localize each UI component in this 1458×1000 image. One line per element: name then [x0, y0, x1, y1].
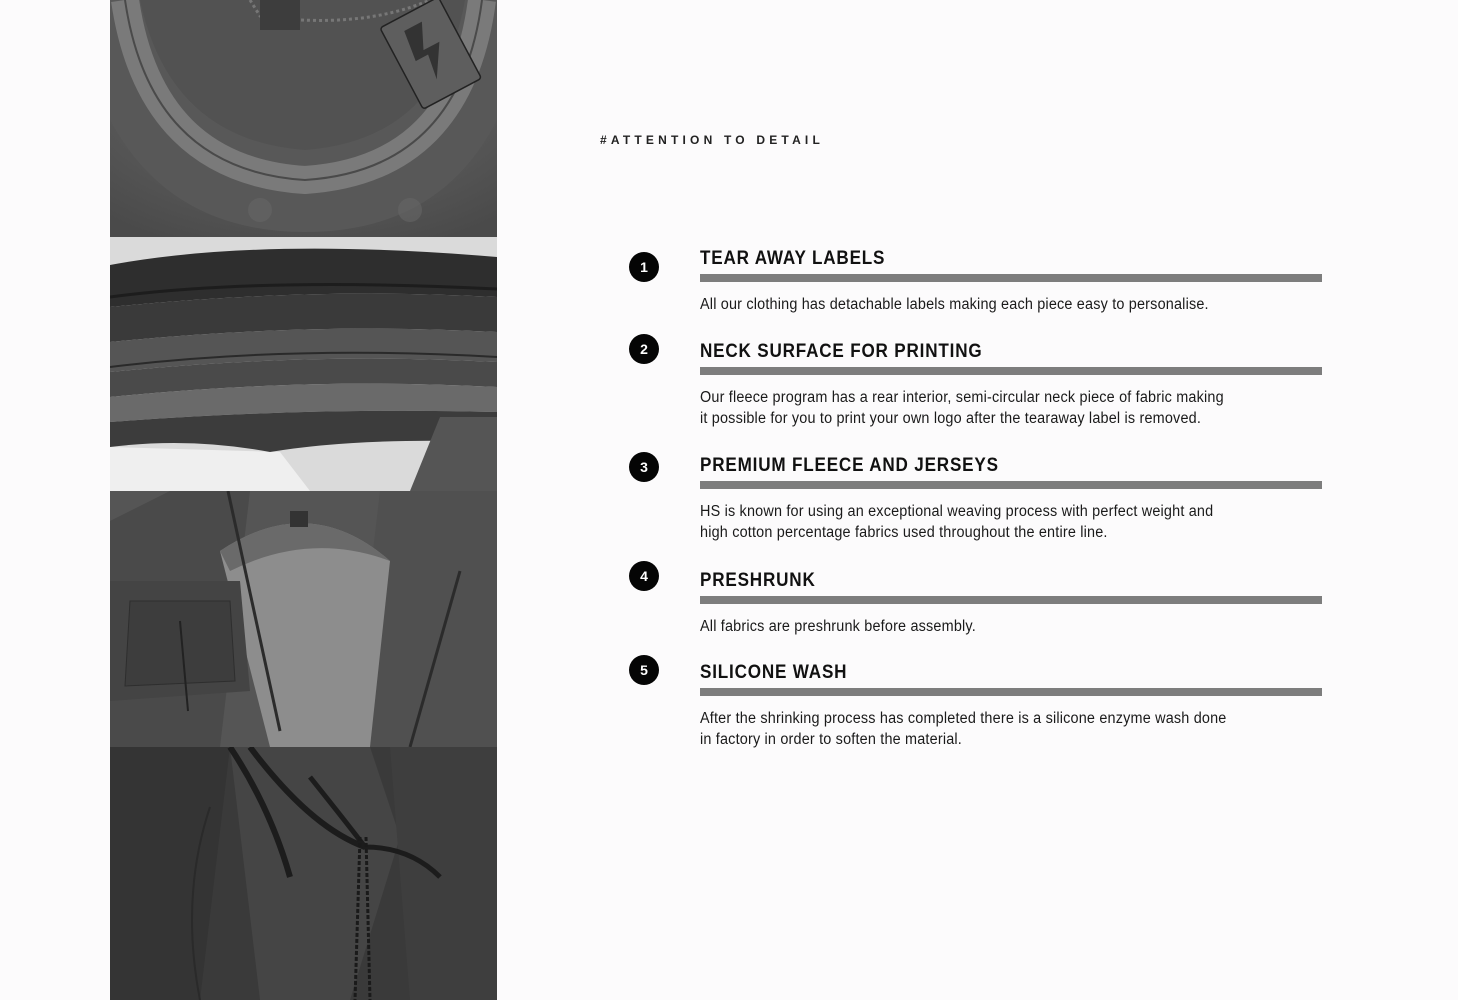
divider-rule — [700, 367, 1322, 375]
hoodie-zipper-interior-photo — [110, 491, 497, 747]
divider-rule — [700, 481, 1322, 489]
step-badge: 3 — [629, 452, 659, 482]
feature-description: After the shrinking process has completed there is a silicone enzyme wash done in factory in order to soften the material. — [700, 710, 1227, 748]
feature-title: TEAR AWAY LABELS — [700, 248, 886, 269]
feature-title: PREMIUM FLEECE AND JERSEYS — [700, 455, 999, 476]
step-badge: 2 — [629, 334, 659, 364]
step-badge: 1 — [629, 252, 659, 282]
folded-sweatshirts-photo — [110, 237, 497, 491]
divider-rule — [700, 596, 1322, 604]
feature-description: HS is known for using an exceptional weaving process with perfect weight and high cotton percentage fabrics used throughout the entire line. — [700, 503, 1214, 541]
feature-title: NECK SURFACE FOR PRINTING — [700, 341, 983, 362]
hoodie-drawstring-photo — [110, 747, 497, 1000]
feature-description: Our fleece program has a rear interior, semi-circular neck piece of fabric making it possible for you to print your own logo after the tearaway label is removed. — [700, 389, 1224, 427]
step-badge: 4 — [629, 561, 659, 591]
section-eyebrow: #ATTENTION TO DETAIL — [600, 133, 824, 147]
feature-title: PRESHRUNK — [700, 570, 816, 591]
feature-description: All fabrics are preshrunk before assembly. — [700, 618, 976, 635]
feature-description: All our clothing has detachable labels making each piece easy to personalise. — [700, 296, 1209, 313]
divider-rule — [700, 274, 1322, 282]
t-shirt-neck-label-photo — [110, 0, 497, 237]
step-badge: 5 — [629, 655, 659, 685]
photo-strip — [110, 0, 497, 1000]
divider-rule — [700, 688, 1322, 696]
feature-title: SILICONE WASH — [700, 662, 848, 683]
